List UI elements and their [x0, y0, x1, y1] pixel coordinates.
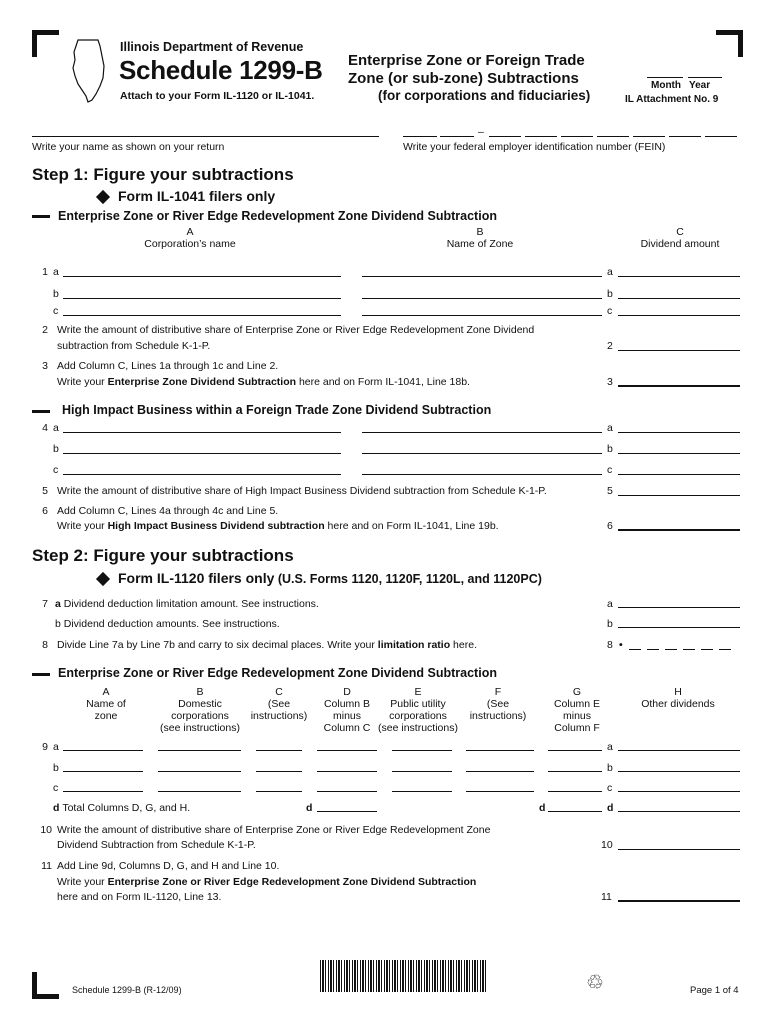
line-9a-col-c[interactable] [256, 750, 302, 751]
col-l2: minus [332, 710, 361, 722]
ratio-digit-6[interactable] [719, 649, 731, 650]
line-9b-col-h[interactable] [618, 771, 740, 772]
line-7-number: 7 [42, 598, 48, 610]
form-title: Schedule 1299-B [119, 55, 323, 85]
line-7b-amount[interactable] [618, 627, 740, 628]
line-9c-col-b[interactable] [158, 791, 241, 792]
col-letter: D [343, 686, 351, 698]
section-dash [32, 673, 50, 676]
diamond-icon [96, 190, 110, 204]
step1-filers [98, 188, 275, 206]
line-4a-col-a[interactable] [63, 432, 341, 433]
line-4b-col-c[interactable] [618, 453, 740, 454]
line-4c-letter: c [53, 464, 59, 476]
form-id: Schedule 1299-B (R-12/09) [72, 985, 182, 995]
col-l2: instructions) [250, 710, 308, 722]
line-10-amount[interactable] [618, 849, 740, 850]
col-b-header [152, 686, 248, 734]
line-9c-letter: c [53, 782, 59, 794]
col-a-header [66, 686, 146, 722]
title-line-1: Enterprise Zone or Foreign Trade [348, 52, 585, 69]
col-a-letter: A [186, 226, 194, 238]
step2-sec-title: Enterprise Zone or River Edge Redevelopment Zone Dividend Subtraction [58, 666, 497, 680]
title-line-3: (for corporations and fiduciaries) [378, 88, 591, 103]
line-1a-letter: a [53, 266, 59, 278]
line-7a-text [55, 598, 319, 610]
ratio-digit-3[interactable] [665, 649, 677, 650]
line-9c-col-c[interactable] [256, 791, 302, 792]
line-3-text-2b: Enterprise Zone Dividend Subtraction [107, 376, 297, 388]
line-7b-label: Dividend deduction amounts. See instructions. [63, 618, 280, 630]
line-11-text-3: here and on Form IL-1120, Line 13. [57, 891, 222, 903]
line-5-number: 5 [42, 485, 48, 497]
month-label: Month [651, 80, 681, 91]
fein-dash: – [478, 126, 484, 138]
line-9b-col-a[interactable] [63, 771, 143, 772]
line-9d-label: Total Columns D, G, and H. [62, 802, 191, 814]
line-3-text-1: Add Column C, Lines 1a through 1c and Line 2. [57, 360, 279, 372]
col-l2: minus [562, 710, 591, 722]
ratio-digit-2[interactable] [647, 649, 659, 650]
line-9a-col-f[interactable] [466, 750, 534, 751]
col-letter: B [196, 686, 204, 698]
col-b-letter: B [476, 226, 484, 238]
line-9d-col-h[interactable] [618, 811, 740, 812]
line-4c-col-b[interactable] [362, 474, 602, 475]
line-4c-letter-c: c [607, 464, 613, 476]
line-4c-col-c[interactable] [618, 474, 740, 475]
line-2-text-2: subtraction from Schedule K-1-P. [57, 340, 211, 352]
col-letter: H [674, 686, 682, 698]
attach-instruction: Attach to your Form IL-1120 or IL-1041. [120, 90, 315, 102]
corner-mark-top-left [32, 30, 59, 57]
line-7a-letter: a [55, 598, 61, 610]
line-11-text-1: Add Line 9d, Columns D, G, and H and Line 10. [57, 860, 280, 872]
col-l1: Name of [86, 698, 126, 710]
line-9c-col-e[interactable] [392, 791, 452, 792]
line-7b-letter-right: b [607, 618, 613, 630]
line-9b-letter-h: b [607, 762, 613, 774]
line-3-number-right: 3 [607, 376, 613, 388]
agency-name: Illinois Department of Revenue [120, 40, 304, 54]
line-6-number-right: 6 [607, 520, 613, 532]
col-l3: Column C [323, 722, 371, 734]
col-b-header [420, 226, 540, 250]
line-1c-col-c[interactable] [618, 315, 740, 316]
attachment-number: IL Attachment No. 9 [625, 94, 719, 105]
line-9a-letter: a [53, 741, 59, 753]
col-l3: (see instructions) [160, 722, 240, 734]
line-9a-col-d[interactable] [317, 750, 377, 751]
col-l2: zone [94, 710, 118, 722]
line-9b-col-c[interactable] [256, 771, 302, 772]
line-6-number: 6 [42, 505, 48, 517]
col-letter: G [572, 686, 582, 698]
line-1c-col-a[interactable] [63, 315, 341, 316]
step1-sec2-title: High Impact Business within a Foreign Trade Zone Dividend Subtraction [62, 403, 492, 417]
section-dash [32, 410, 50, 413]
line-7b-letter: b [55, 618, 61, 630]
line-9b-col-f[interactable] [466, 771, 534, 772]
col-f-header [462, 686, 534, 722]
line-9-number: 9 [42, 741, 48, 753]
line-7a-letter-right: a [607, 598, 613, 610]
line-9c-col-g[interactable] [548, 791, 602, 792]
line-9c-col-f[interactable] [466, 791, 534, 792]
step2-title: Step 2: Figure your subtractions [32, 546, 294, 565]
line-6-text-1: Add Column C, Lines 4a through 4c and Line 5. [57, 505, 279, 517]
line-11-text-2a: Write your [57, 876, 108, 888]
line-1b-letter: b [53, 288, 59, 300]
line-1b-col-a[interactable] [63, 298, 341, 299]
year-label: Year [689, 80, 711, 91]
line-1c-col-b[interactable] [362, 315, 602, 316]
line-6-text-2c: here and on Form IL-1041, Line 19b. [324, 520, 499, 532]
step2-filers-label: Form IL-1120 filers only [118, 570, 275, 586]
line-2-text-1: Write the amount of distributive share of Enterprise Zone or River Edge Redevelopment Zone Dividend [57, 324, 535, 336]
col-l2: corporations [171, 710, 229, 722]
line-6-text-2 [57, 520, 499, 532]
line-9c-col-d[interactable] [317, 791, 377, 792]
line-3-text-2 [57, 376, 470, 388]
illinois-map-icon [70, 38, 110, 104]
col-l1: Column E [553, 698, 601, 710]
name-field[interactable] [32, 136, 379, 137]
line-11-text-2b: Enterprise Zone or River Edge Redevelopment Zone Dividend Subtraction [107, 876, 477, 888]
line-1b-col-c[interactable] [618, 298, 740, 299]
line-9b-col-b[interactable] [158, 771, 241, 772]
line-8-number-right: 8 [607, 639, 613, 651]
fein-label: Write your federal employer identification number (FEIN) [403, 141, 666, 153]
line-9a-col-e[interactable] [392, 750, 452, 751]
fein-digit-4[interactable] [525, 136, 557, 137]
col-l1: Domestic [178, 698, 222, 710]
col-l3: Column F [554, 722, 600, 734]
line-6-text-2b: High Impact Business Dividend subtraction [107, 520, 325, 532]
col-l2: instructions) [469, 710, 527, 722]
line-9c-letter-h: c [607, 782, 613, 794]
line-8-text-c: here. [450, 639, 477, 651]
line-4b-letter-c: b [607, 443, 613, 455]
line-3-amount[interactable] [618, 385, 740, 387]
line-4-number: 4 [42, 422, 48, 434]
col-h-header [628, 686, 728, 710]
corner-mark-top-right [716, 30, 743, 57]
col-c-header [246, 686, 312, 722]
col-c-letter: C [676, 226, 684, 238]
line-8-decimal: • [619, 639, 623, 651]
col-b-label: Name of Zone [446, 238, 514, 250]
line-1c-letter-c: c [607, 305, 613, 317]
line-1b-col-b[interactable] [362, 298, 602, 299]
fein-digit-8[interactable] [669, 136, 701, 137]
ratio-digit-1[interactable] [629, 649, 641, 650]
section-dash [32, 215, 50, 218]
col-letter: A [102, 686, 110, 698]
col-l1: Public utility [390, 698, 446, 710]
line-8-text [57, 639, 477, 651]
line-7a-amount[interactable] [618, 607, 740, 608]
line-9a-col-a[interactable] [63, 750, 143, 751]
line-9b-col-d[interactable] [317, 771, 377, 772]
line-4a-col-c[interactable] [618, 432, 740, 433]
col-letter: E [414, 686, 422, 698]
fein-digit-1[interactable] [403, 136, 437, 137]
line-11-text-2 [57, 876, 476, 888]
line-2-number-right: 2 [607, 340, 613, 352]
line-4b-col-b[interactable] [362, 453, 602, 454]
barcode [320, 960, 486, 992]
line-9d-letter-h: d [607, 802, 614, 814]
name-label: Write your name as shown on your return [32, 141, 225, 153]
step1-filers-label: Form IL-1041 filers only [118, 188, 276, 204]
line-11-number-right: 11 [601, 891, 612, 903]
line-8-number: 8 [42, 639, 48, 651]
year-field[interactable] [688, 77, 722, 78]
line-9d-col-g[interactable] [548, 811, 602, 812]
line-9c-col-h[interactable] [618, 791, 740, 792]
col-g-header [542, 686, 612, 734]
line-9d-text [53, 802, 190, 814]
col-letter: C [275, 686, 283, 698]
line-5-number-right: 5 [607, 485, 613, 497]
line-1a-col-c[interactable] [618, 276, 740, 277]
col-letter: F [494, 686, 502, 698]
diamond-icon [96, 572, 110, 586]
line-7b-text [55, 618, 280, 630]
fein-digit-3[interactable] [489, 136, 521, 137]
line-4a-letter: a [53, 422, 59, 434]
line-9d-letter-d: d [306, 802, 313, 814]
line-8-text-a: Divide Line 7a by Line 7b and carry to six decimal places. Write your [57, 639, 378, 651]
fein-digit-6[interactable] [597, 136, 629, 137]
ratio-digit-4[interactable] [683, 649, 695, 650]
line-9a-col-h[interactable] [618, 750, 740, 751]
step2-filers-paren: (U.S. Forms 1120, 1120F, 1120L, and 1120PC) [274, 572, 542, 586]
line-9d-letter-g: d [539, 802, 546, 814]
month-field[interactable] [647, 77, 683, 78]
line-4a-col-b[interactable] [362, 432, 602, 433]
fein-digit-7[interactable] [633, 136, 665, 137]
line-3-text-2a: Write your [57, 376, 108, 388]
line-10-number: 10 [40, 824, 52, 836]
line-11-amount[interactable] [618, 900, 740, 902]
col-c-label: Dividend amount [640, 238, 720, 250]
col-a-header [130, 226, 250, 250]
line-2-amount[interactable] [618, 350, 740, 351]
line-9d-letter: d [53, 802, 60, 814]
step1-title: Step 1: Figure your subtractions [32, 165, 294, 184]
line-9b-col-g[interactable] [548, 771, 602, 772]
line-10-text-2: Dividend Subtraction from Schedule K-1-P. [57, 839, 256, 851]
step1-sec1-title: Enterprise Zone or River Edge Redevelopment Zone Dividend Subtraction [58, 209, 497, 223]
ratio-digit-5[interactable] [701, 649, 713, 650]
line-4a-letter-c: a [607, 422, 613, 434]
line-10-text-1: Write the amount of distributive share of Enterprise Zone or River Edge Redevelopment Zone [57, 824, 491, 836]
col-l1: (See [267, 698, 291, 710]
col-l1: Other dividends [641, 698, 715, 710]
line-9d-col-d[interactable] [317, 811, 377, 812]
col-l3: (see instructions) [378, 722, 458, 734]
col-c-header [620, 226, 740, 250]
col-l1: Column B [323, 698, 371, 710]
fein-digit-5[interactable] [561, 136, 593, 137]
line-3-text-2c: here and on Form IL-1041, Line 18b. [296, 376, 470, 388]
line-4b-col-a[interactable] [63, 453, 341, 454]
title-line-2: Zone (or sub-zone) Subtractions [348, 70, 579, 87]
line-5-text: Write the amount of distributive share of High Impact Business Dividend subtraction from Schedule K-1-P. [57, 485, 547, 497]
line-9a-col-g[interactable] [548, 750, 602, 751]
col-l1: (See [486, 698, 510, 710]
line-5-amount[interactable] [618, 495, 740, 496]
col-a-label: Corporation’s name [144, 238, 236, 250]
line-2-number: 2 [42, 324, 48, 336]
line-9c-col-a[interactable] [63, 791, 143, 792]
line-9b-letter: b [53, 762, 59, 774]
line-1a-letter-c: a [607, 266, 613, 278]
line-8-text-b: limitation ratio [377, 639, 451, 651]
line-7a-label: Dividend deduction limitation amount. See instructions. [63, 598, 319, 610]
step2-filers [98, 570, 542, 588]
corner-mark-bottom-left [32, 972, 59, 999]
line-10-number-right: 10 [601, 839, 613, 851]
fein-digit-2[interactable] [440, 136, 474, 137]
col-d-header [316, 686, 378, 734]
col-e-header [374, 686, 462, 734]
fein-digit-9[interactable] [705, 136, 737, 137]
line-4b-letter: b [53, 443, 59, 455]
line-9a-letter-h: a [607, 741, 613, 753]
line-1a-col-a[interactable] [63, 276, 341, 277]
page-number: Page 1 of 4 [690, 985, 739, 996]
line-4c-col-a[interactable] [63, 474, 341, 475]
line-1b-letter-c: b [607, 288, 613, 300]
line-3-number: 3 [42, 360, 48, 372]
line-11-number: 11 [41, 860, 52, 872]
col-l2: corporations [389, 710, 447, 722]
line-1-number: 1 [42, 266, 48, 278]
line-6-amount[interactable] [618, 529, 740, 531]
recycle-icon: ♲ [586, 972, 604, 994]
line-1c-letter: c [53, 305, 59, 317]
line-1a-col-b[interactable] [362, 276, 602, 277]
line-9b-col-e[interactable] [392, 771, 452, 772]
line-9a-col-b[interactable] [158, 750, 241, 751]
line-6-text-2a: Write your [57, 520, 108, 532]
